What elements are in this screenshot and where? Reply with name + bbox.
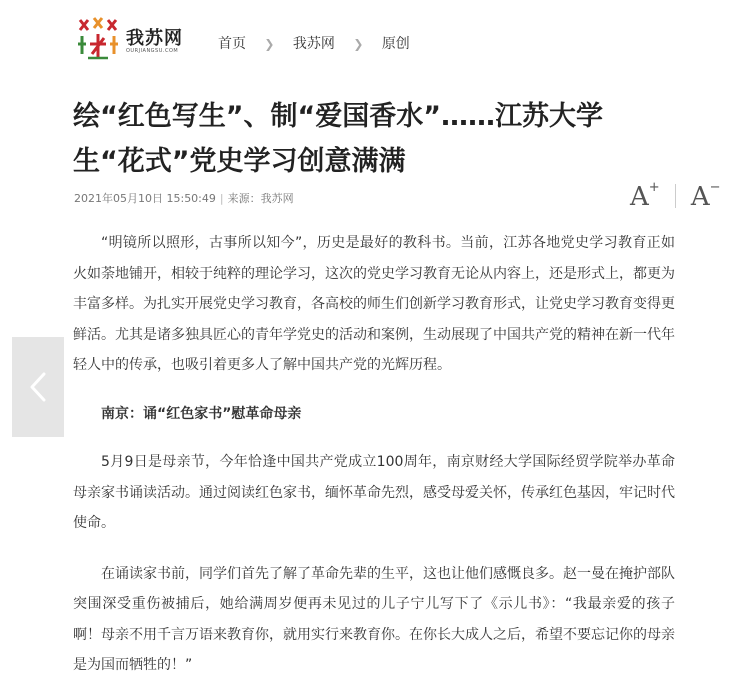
breadcrumb-site[interactable]: 我苏网: [292, 36, 335, 52]
chevron-right-icon: ❯: [264, 37, 275, 51]
logo-text: 我苏网: [126, 28, 183, 49]
font-decrease-label: A: [690, 182, 710, 212]
site-header: [0, 0, 748, 78]
breadcrumb-original[interactable]: 原创: [381, 36, 410, 52]
chevron-left-icon: [26, 371, 50, 403]
meta-divider: |: [219, 192, 224, 205]
font-increase-button[interactable]: [630, 180, 660, 212]
article-date: 2021年05月10日 15:50:49: [74, 192, 216, 205]
article-paragraph: 在诵读家书前，同学们首先了解了革命先辈的生平，这也让他们感慨良多。赵一曼在掩护部队突围深受重伤被捕后，她给满周岁便再未见过的儿子宁儿写下了《示儿书》：“我最亲爱的孩子啊！母亲不用千言万语来教育你，就用实行来教育你。在你长大成人之后，希望不要忘记你的母亲是为国而牺牲的！”: [73, 565, 675, 673]
logo-subtext: OURJIANGSU.COM: [126, 48, 179, 54]
article-body: [73, 228, 675, 681]
previous-article-button[interactable]: [12, 337, 64, 437]
minus-icon: −: [709, 180, 721, 195]
article-source: 来源：我苏网: [227, 192, 294, 205]
plus-icon: +: [648, 180, 660, 195]
logo-mark-icon: [74, 14, 124, 64]
font-control-divider: [675, 184, 676, 208]
chevron-right-icon: ❯: [353, 37, 364, 51]
article-meta: [74, 190, 294, 206]
site-logo[interactable]: [74, 14, 192, 64]
breadcrumb-home[interactable]: 首页: [218, 36, 246, 52]
font-increase-label: A: [630, 182, 649, 212]
breadcrumb: [218, 33, 410, 53]
article-subtitle: 南京：诵“红色家书”慰革命母亲: [101, 405, 302, 422]
article-paragraph: 5月9日是母亲节，今年恰逢中国共产党成立100周年，南京财经大学国际经贸学院举办革命母亲家书诵读活动。通过阅读红色家书，缅怀革命先烈，感受母爱关怀，传承红色基因，牢记时代使命。: [73, 454, 675, 531]
font-size-controls: [630, 180, 721, 210]
article-title: 绘“红色写生”、制“爱国香水”……江苏大学生“花式”党史学习创意满满: [73, 101, 603, 177]
article-paragraph: “明镜所以照形，古事所以知今”，历史是最好的教科书。当前，江苏各地党史学习教育正如火如荼地铺开，相较于纯粹的理论学习，这次的党史学习教育无论从内容上，还是形式上，都更为丰富多样。为扎实开展党史学习教育，各高校的师生们创新学习教育形式，让党史学习教育变得更鲜活。尤其是诸多独具匠心的青年学党史的活动和案例，生动展现了中国共产党的精神在新一代年轻人中的传承，也吸引着更多人了解中国共产党的光辉历程。: [73, 235, 675, 373]
font-decrease-button[interactable]: [691, 180, 721, 212]
